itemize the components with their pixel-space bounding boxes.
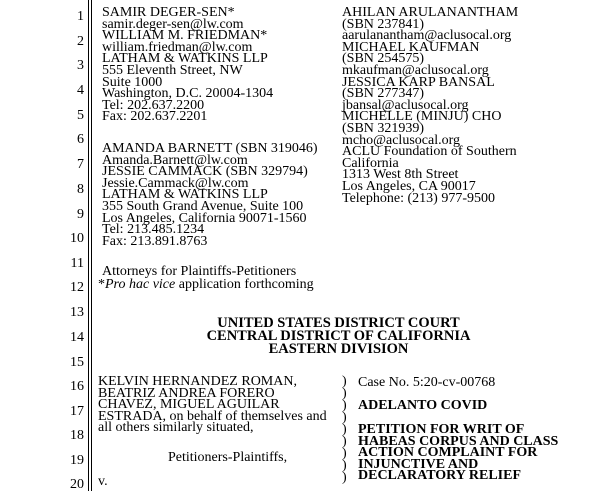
attorney-bar-number: (SBN 254575) (342, 51, 425, 67)
firm-name: California (342, 155, 399, 171)
line-number: 8 (77, 182, 84, 197)
line-number: 18 (70, 428, 84, 443)
asterisk-mark: * (98, 277, 105, 292)
firm-address: 355 South Grand Avenue, Suite 100 (102, 198, 304, 214)
firm-name: ACLU Foundation of Southern (342, 144, 517, 160)
attorney-email: william.friedman@lw.com (102, 39, 253, 55)
attorney-name: JESSIE CAMMACK (SBN 329794) (102, 164, 308, 180)
line-number: 20 (70, 477, 84, 492)
firm-address: Los Angeles, CA 90017 (342, 178, 476, 194)
caption-paren: ) (342, 446, 347, 461)
line-number: 14 (70, 330, 84, 345)
attorney-email: jbansal@aclusocal.org (342, 97, 469, 113)
line-number: 15 (70, 355, 84, 370)
caption-paren: ) (342, 470, 347, 485)
case-number: Case No. 5:20-cv-00768 (358, 375, 496, 390)
line-number: 17 (70, 404, 84, 419)
party-line: all others similarly situated, (98, 420, 254, 436)
firm-address: Suite 1000 (102, 74, 163, 90)
attorney-email: mkaufman@aclusocal.org (342, 62, 489, 78)
attorney-email: samir.deger-sen@lw.com (102, 16, 244, 32)
party-line: BEATRIZ ANDREA FORERO (98, 385, 275, 401)
petition-title-line: ACTION COMPLAINT FOR (358, 445, 538, 461)
attorney-email: mcho@aclusocal.org (342, 132, 460, 148)
line-number: 11 (70, 256, 84, 271)
attorney-email: Jessie.Cammack@lw.com (102, 175, 249, 191)
attorney-bar-number: (SBN 237841) (342, 16, 425, 32)
firm-address: 1313 West 8th Street (342, 167, 459, 183)
firm-fax: Fax: 202.637.2201 (102, 109, 208, 125)
line-number: 19 (70, 453, 84, 468)
party-line: CHAVEZ, MIGUEL AGUILAR (98, 397, 280, 413)
attorney-email: Amanda.Barnett@lw.com (102, 152, 248, 168)
petition-title-line: INJUNCTIVE AND (358, 456, 479, 472)
pro-hac-vice-italic: Pro hac vice (105, 277, 176, 292)
firm-phone: Telephone: (213) 977-9500 (342, 190, 495, 206)
caption-paren: ) (342, 386, 347, 401)
caption-paren: ) (342, 458, 347, 473)
petition-title-line: PETITION FOR WRIT OF (358, 422, 525, 437)
margin-rule-left (88, 0, 89, 491)
petition-title-line: DECLARATORY RELIEF (358, 468, 521, 484)
caption-paren: ) (342, 410, 347, 425)
attorneys-for-line: Attorneys for Plaintiffs-Petitioners (102, 264, 297, 279)
counsel-block-latham-dc (102, 7, 273, 123)
line-number: 12 (70, 280, 84, 295)
line-number: 1 (77, 9, 84, 24)
petition-title-line: HABEAS CORPUS AND CLASS (358, 433, 559, 449)
court-division: EASTERN DIVISION (268, 341, 409, 357)
attorney-name: SAMIR DEGER-SEN* (102, 5, 235, 20)
attorney-bar-number: (SBN 321939) (342, 120, 425, 136)
pro-hac-vice-note (98, 279, 314, 291)
line-number: 4 (77, 83, 84, 98)
firm-name: LATHAM & WATKINS LLP (102, 187, 268, 203)
attorney-email: aarulanantham@aclusocal.org (342, 28, 512, 44)
attorney-name: WILLIAM M. FRIEDMAN* (102, 28, 268, 44)
caption-paren: ) (342, 422, 347, 437)
petition-title-block (358, 424, 558, 482)
counsel-block-aclu (342, 7, 518, 204)
firm-phone: Tel: 213.485.1234 (102, 222, 205, 238)
court-name-line-2: CENTRAL DISTRICT OF CALIFORNIA (206, 328, 471, 344)
firm-fax: Fax: 213.891.8763 (102, 233, 208, 249)
attorney-name: JESSICA KARP BANSAL (342, 74, 495, 90)
case-short-title: ADELANTO COVID (358, 398, 488, 413)
attorney-name: MICHAEL KAUFMAN (342, 39, 480, 55)
firm-address: Los Angeles, California 90071-1560 (102, 210, 307, 226)
party-line: ESTRADA, on behalf of themselves and (98, 408, 327, 424)
pro-hac-vice-rest: application forthcoming (175, 277, 314, 292)
line-number: 6 (77, 132, 84, 147)
caption-paren: ) (342, 434, 347, 449)
attorney-name: AHILAN ARULANANTHAM (342, 5, 519, 20)
line-number: 10 (70, 231, 84, 246)
line-number: 3 (77, 58, 84, 73)
firm-address: Washington, D.C. 20004-1304 (102, 86, 274, 102)
line-number: 2 (77, 34, 84, 49)
firm-name: LATHAM & WATKINS LLP (102, 51, 268, 67)
line-number: 7 (77, 157, 84, 172)
line-number: 9 (77, 207, 84, 222)
line-number: 5 (77, 108, 84, 123)
margin-rule-inner (91, 0, 92, 491)
petitioners-label: Petitioners-Plaintiffs, (168, 450, 288, 465)
attorney-bar-number: (SBN 277347) (342, 86, 425, 102)
party-line: KELVIN HERNANDEZ ROMAN, (98, 374, 297, 389)
versus-label: v. (98, 474, 108, 489)
line-number: 16 (70, 379, 84, 394)
attorney-name: AMANDA BARNETT (SBN 319046) (102, 141, 318, 156)
line-number: 13 (70, 305, 84, 320)
counsel-block-latham-la (102, 143, 318, 247)
firm-address: 555 Eleventh Street, NW (102, 62, 243, 78)
parties-block (98, 376, 327, 434)
attorney-name: MICHELLE (MINJU) CHO (342, 109, 502, 125)
court-name-line-1: UNITED STATES DISTRICT COURT (217, 315, 460, 331)
caption-paren: ) (342, 374, 347, 389)
firm-phone: Tel: 202.637.2200 (102, 97, 205, 113)
caption-paren: ) (342, 398, 347, 413)
